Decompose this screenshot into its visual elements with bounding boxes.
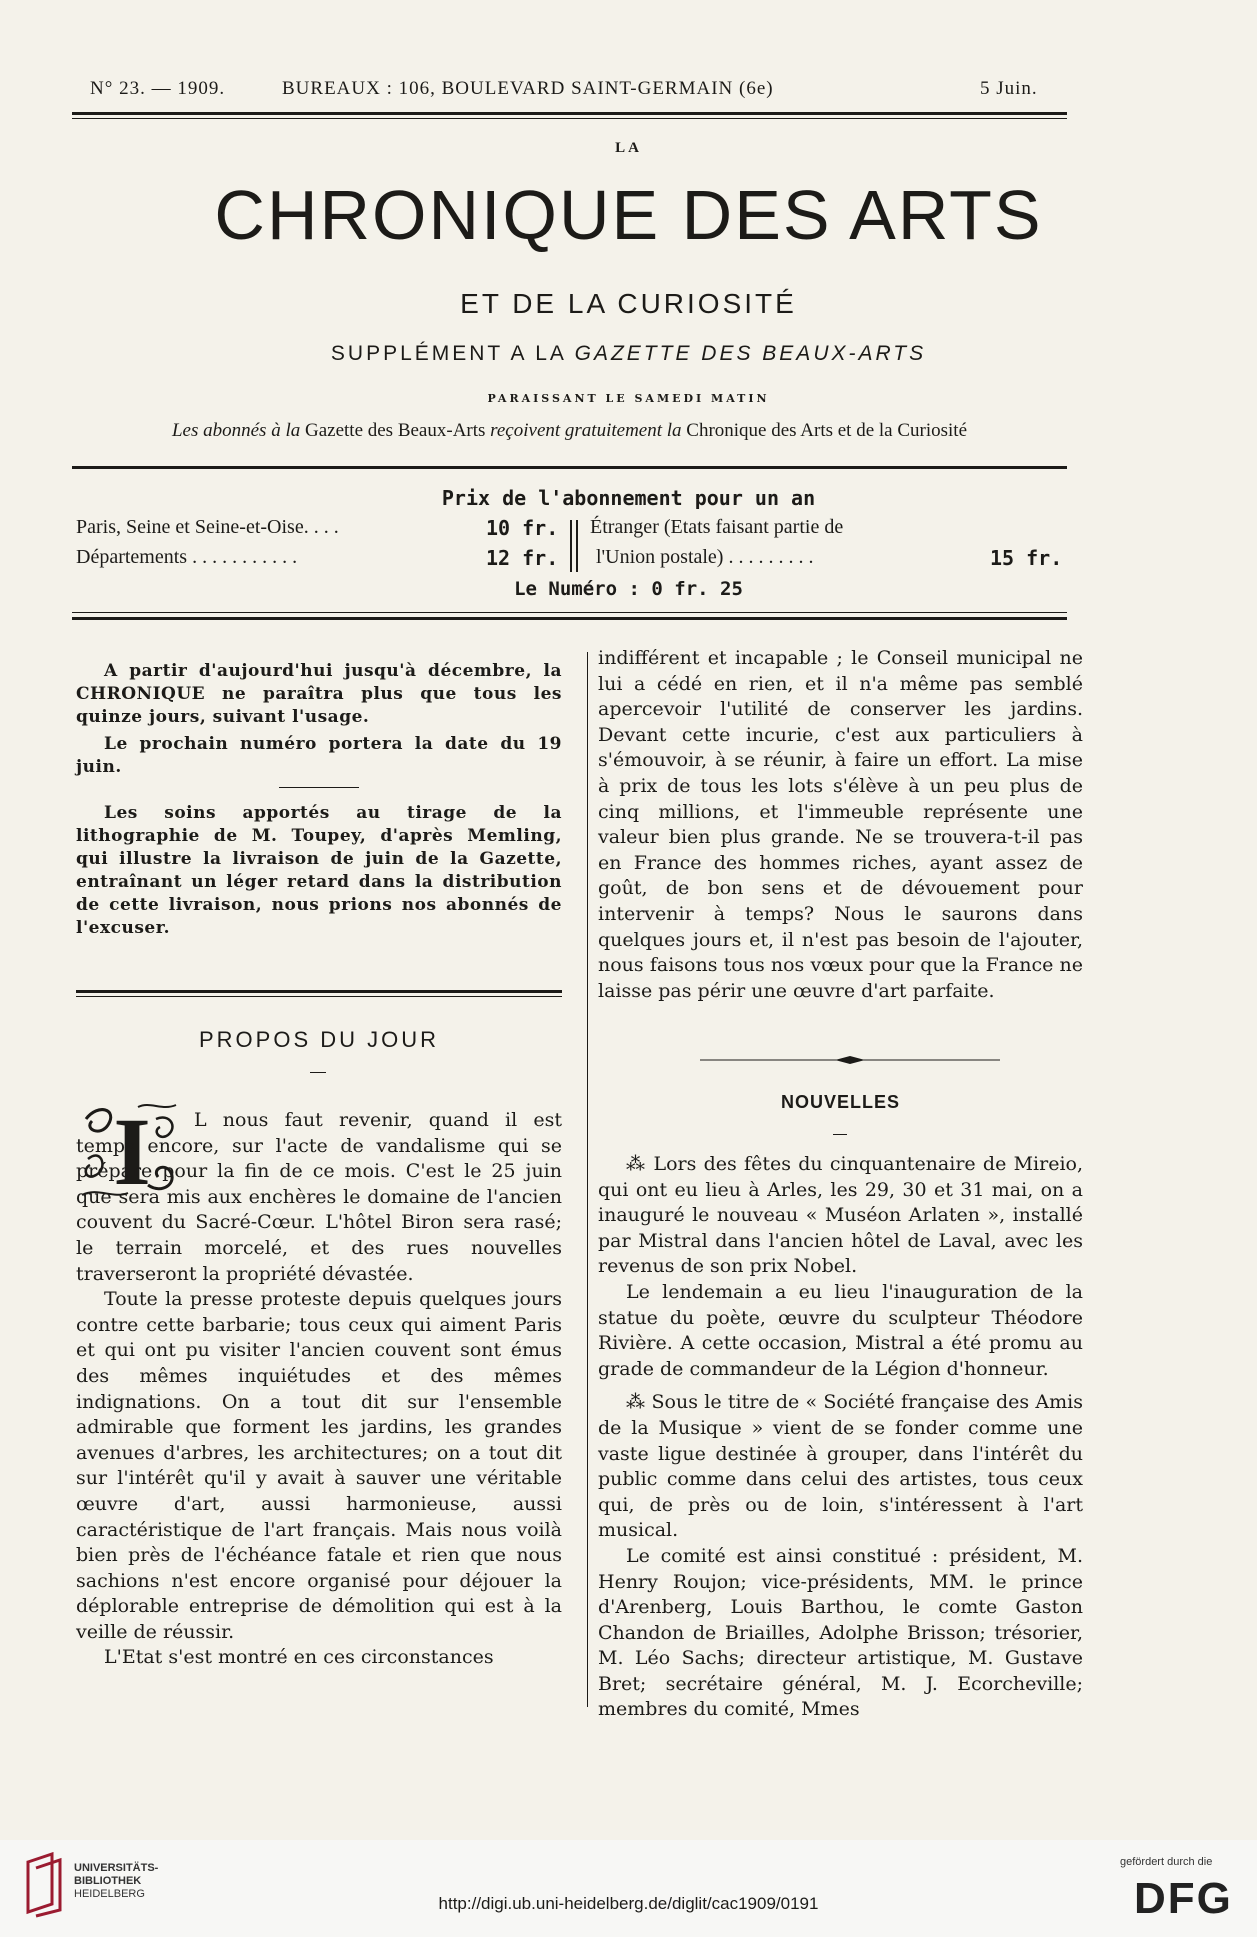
- departements-price: [486, 546, 558, 571]
- news-2b: Le comité est ainsi constitué : président, M. Henry Roujon; vice-présidents, MM. le prince d'Arenberg, Louis Barthou, le comte Gaston Chandon de Briailles, Adolphe Brisson; trésorier, M. Léo Sachs; directeur artistique, M. Gustave Bret; secrétaire général, M. J. Ecorcheville; membres du comité, Mmes: [598, 1544, 1083, 1721]
- masthead-article: LA: [615, 140, 642, 156]
- supplement-prefix: SUPPLÉMENT A LA: [330, 342, 566, 365]
- abonnes-part-2: Gazette des Beaux-Arts: [304, 420, 486, 441]
- header-rule-thin: [72, 118, 1067, 119]
- price-divider-b: [576, 520, 578, 572]
- supplement-line: [0, 342, 1257, 366]
- supplement-gazette: GAZETTE DES BEAUX-ARTS: [574, 342, 927, 365]
- nouvelles-title: NOUVELLES: [780, 1092, 900, 1112]
- masthead-subtitle: ET DE LA CURIOSITÉ: [460, 288, 797, 319]
- etranger-label-2: l'Union postale) . . . . . . . . .: [596, 546, 814, 568]
- etranger-price-value: 15 fr.: [990, 546, 1063, 570]
- fleuron-icon: [700, 1053, 1000, 1067]
- paris-price-value: 10 fr.: [486, 516, 559, 540]
- abonnes-part-3: reçoivent gratuitement la: [490, 420, 682, 441]
- paris-label: Paris, Seine et Seine-et-Oise. . . .: [76, 516, 339, 538]
- masthead-title: CHRONIQUE DES ARTS: [214, 176, 1043, 254]
- library-name-2: BIBLIOTHEK: [74, 1875, 142, 1887]
- abonnes-part-1: Les abonnés à la: [171, 420, 301, 441]
- footer-bar: [0, 1840, 1257, 1937]
- library-name-1: UNIVERSITÄTS-: [74, 1862, 159, 1874]
- dropcap-letter: I: [113, 1098, 151, 1205]
- news-1a: ⁂ Lors des fêtes du cinquantenaire de Mireio, qui ont eu lieu à Arles, les 29, 30 et 31 mai, on a inauguré le nouveau « Muséon Arlaten », installé par Mistral dans l'ancien hôtel de Laval, avec les revenus de son prix Nobel.: [598, 1153, 1083, 1278]
- notice-quinzaine: A partir d'aujourd'hui jusqu'à décembre, la CHRONIQUE ne paraîtra plus que tous les quinze jours, suivant l'usage.: [76, 661, 562, 727]
- left-rule-b: [76, 996, 562, 997]
- departements-price-value: 12 fr.: [486, 546, 559, 570]
- funded-by: gefördert durch die: [1120, 1856, 1213, 1868]
- nouvelles-body: [598, 1152, 1083, 1723]
- bureaux-address: BUREAUX : 106, BOULEVARD SAINT-GERMAIN (6e): [282, 78, 774, 99]
- nouvelles-dash: [833, 1134, 847, 1135]
- news-2a: ⁂ Sous le titre de « Société française des Amis de la Musique » vient de se fonder comme une vaste ligue destinée à grouper, dans l'intérêt du public comme dans celui des artistes, tous ceux qui, de près ou de loin, s'intéressent à l'art musical.: [598, 1391, 1083, 1542]
- subscription-title: Prix de l'abonnement pour un an: [441, 486, 816, 510]
- issue-date: 5 Juin.: [980, 78, 1038, 99]
- box-rule-top: [72, 612, 1067, 613]
- parution-line: PARAISSANT LE SAMEDI MATIN: [487, 392, 770, 405]
- left-column: [76, 660, 562, 940]
- fleuron-divider: [700, 1052, 1000, 1066]
- departements-label: Départements . . . . . . . . . . .: [76, 546, 298, 568]
- propos-para-3: L'Etat s'est montré en ces circonstances: [104, 1646, 494, 1669]
- notice-lithographie: Les soins apportés au tirage de la lithographie de M. Toupey, d'après Memling, qui illustre la livraison de juin de la Gazette, entraînant un léger retard dans la distribution de cette livraison, nous prions nos abonnés de l'excuser.: [76, 803, 562, 938]
- propos-para-1: L nous faut revenir, quand il est temps encore, sur l'acte de vandalisme qui se prépare pour la fin de ce mois. C'est le 25 juin que sera mis aux enchères le domaine de l'ancien couvent du Sacré-Cœur. L'hôtel Biron sera rasé; le terrain morcelé, et des rues nouvelles traverseront la propriété dévastée.: [76, 1109, 562, 1285]
- price-divider-a: [570, 520, 572, 572]
- column-divider: [587, 652, 588, 1707]
- box-rule-bottom: [72, 617, 1067, 620]
- news-1b: Le lendemain a eu lieu l'inauguration de la statue du poète, œuvre du sculpteur Théodore Rivière. A cette occasion, Mistral a été promu au grade de commandeur de la Légion d'honneur.: [598, 1280, 1083, 1380]
- propos-dash: [310, 1072, 326, 1073]
- propos-body: [76, 1108, 562, 1671]
- notice-prochain: Le prochain numéro portera la date du 19 juin.: [76, 734, 562, 777]
- issue-number: N° 23. — 1909.: [90, 78, 226, 99]
- etranger-label-1: Étranger (Etats faisant partie de: [590, 516, 844, 538]
- propos-para-continued: indifférent et incapable ; le Conseil municipal ne lui a cédé en rien, et il n'a même pas semblé apercevoir l'utilité de conserver les jardins. Devant cette incurie, c'est aux particuliers à s'émouvoir, à se réunir, à faire un effort. La mise à prix de tous les lots s'élève à un peu plus de cinq millions, et l'immeuble représente une valeur bien plus grande. Ne se trouvera-t-il pas en France des hommes riches, ayant assez de goût, de bon sens et de dévouement pour intervenir à temps? Nous le saurons dans quelques jours et, il n'est pas besoin de l'ajouter, nous faisons tous nos vœux pour que la France ne laisse pas périr une œuvre d'art parfaite.: [598, 647, 1083, 1002]
- abonnes-part-4: Chronique des Arts et de la Curiosité: [686, 420, 968, 441]
- propos-para-2: Toute la presse proteste depuis quelques jours contre cette barbarie; tous ceux qui aiment Paris et qui ont pu visiter l'ancien couvent sont émus des mêmes inquiétudes et des mêmes indignations. On a tout dit sur l'ensemble admirable que forment les jardins, les grandes avenues d'arbres, les architectures; on a tout dit sur l'intérêt qu'il y avait à sauver une véritable œuvre d'art, aussi harmonieuse, aussi caractéristique de l'art français. Mais nous voilà bien près de l'échéance fatale et rien que nous sachions n'est encore organisé pour déjouer la déplorable entreprise de démolition qui est à la veille de réussir.: [76, 1288, 562, 1643]
- paris-price: [486, 516, 558, 541]
- propos-title: PROPOS DU JOUR: [198, 1027, 440, 1052]
- etranger-price: [990, 546, 1062, 571]
- source-url[interactable]: http://digi.ub.uni-heidelberg.de/diglit/cac1909/0191: [438, 1894, 819, 1913]
- right-column: [598, 646, 1083, 1004]
- ornament-rule: [72, 466, 1067, 469]
- left-rule-a: [76, 990, 562, 993]
- dfg-logo: DFG: [1134, 1874, 1233, 1923]
- numero-price: Le Numéro : 0 fr. 25: [514, 578, 743, 600]
- short-rule: [279, 787, 359, 788]
- library-name-3: HEIDELBERG: [74, 1888, 145, 1900]
- header-rule: [72, 112, 1067, 115]
- abonnes-line: [72, 420, 1067, 442]
- header-line: [72, 78, 1067, 102]
